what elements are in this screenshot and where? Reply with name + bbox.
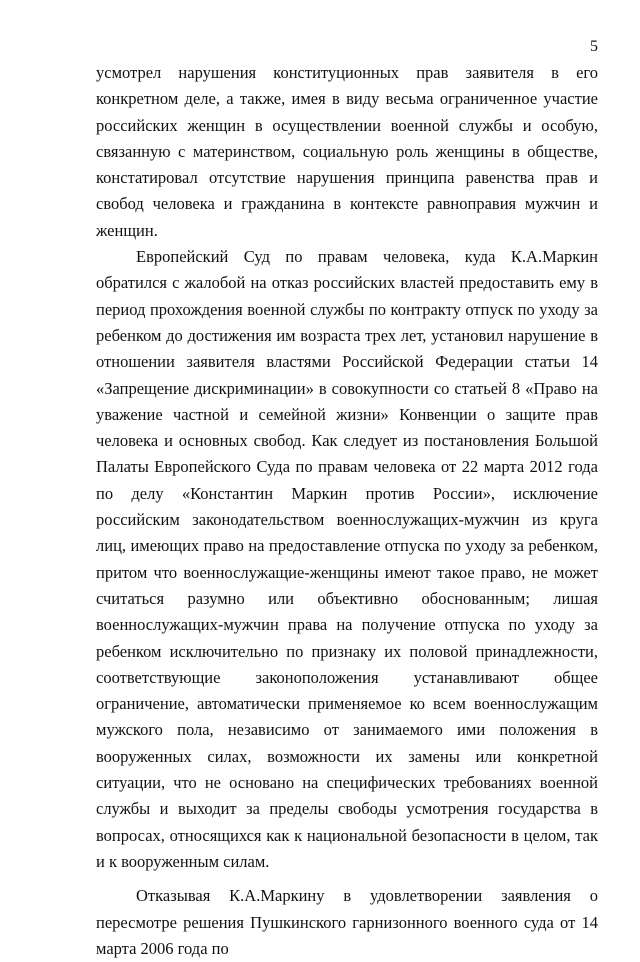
body-text bbox=[96, 60, 598, 962]
paragraph-refusal: Отказывая К.А.Маркину в удовлетворении заявления о пересмотре решения Пушкинского гарнизонного военного суда от 14 марта 2006 года по bbox=[96, 886, 598, 958]
page-number: 5 bbox=[590, 38, 598, 55]
paragraph-continuation: усмотрел нарушения конституционных прав заявителя в его конкретном деле, а также, имея в виду весьма ограниченное участие российских женщин в осуществлении военной службы и особую, связанную с материнством, социальную роль женщины в обществе, констатировал отсутствие нарушения принципа равенства прав и свобод человека и гражданина в контексте равноправия мужчин и женщин. bbox=[96, 63, 598, 240]
paragraph-echr-ruling: Европейский Суд по правам человека, куда К.А.Маркин обратился с жалобой на отказ российских властей предоставить ему в период прохождения военной службы по контракту отпуск по уходу за ребенком до достижения им возраста трех лет, установил нарушение в отношении заявителя властями Российской Федерации статьи 14 «Запрещение дискриминации» в совокупности со статьей 8 «Право на уважение частной и семейной жизни» Конвенции о защите прав человека и основных свобод. Как следует из постановления Большой Палаты Европейского Суда по правам человека от 22 марта 2012 года по делу «Константин Маркин против России», исключение российским законодательством военнослужащих-мужчин из круга лиц, имеющих право на предоставление отпуска по уходу за ребенком, притом что военнослужащие-женщины имеют такое право, не может считаться разумно или объективно обоснованным; лишая военнослужащих-мужчин права на получение отпуска по уходу за ребенком исключительно по признаку их половой принадлежности, соответствующие законоположения устанавливают общее ограничение, автоматически применяемое ко всем военнослужащим мужского пола, независимо от занимаемого ими положения в вооруженных силах, возможности их замены или конкретной ситуации, что не основано на специфических требованиях военной службы и выходит за пределы свободы усмотрения государства в вопросах, относящихся как к национальной безопасности в целом, так и к вооруженным силам. bbox=[96, 247, 598, 871]
